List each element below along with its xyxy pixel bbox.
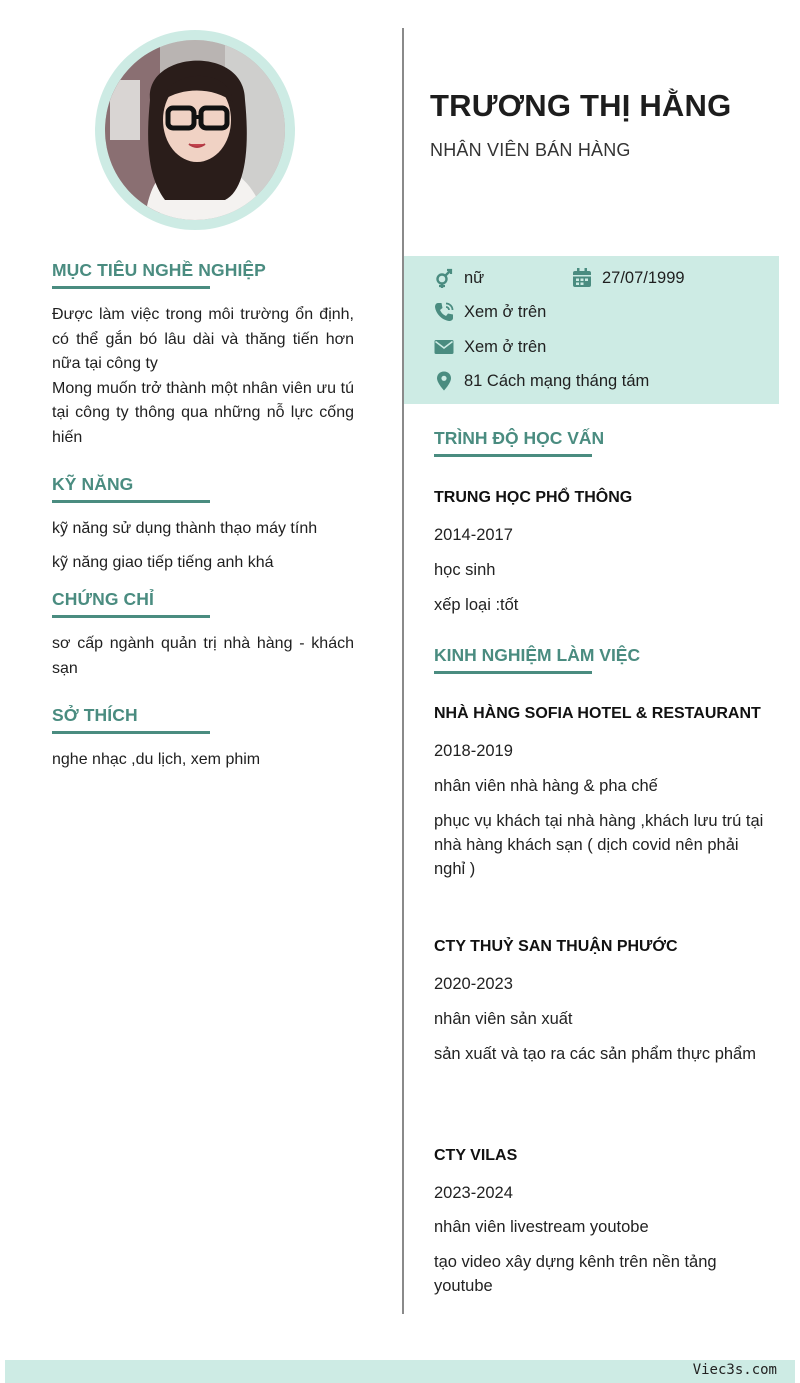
contact-info-box [404,256,779,404]
avatar [105,40,285,220]
gender-value: nữ [464,269,485,287]
section-underline [434,454,592,457]
phone-row [434,301,546,323]
section-underline [52,500,210,503]
section-title-hobbies: SỞ THÍCH [52,705,138,725]
experience-period: 2018-2019 [434,742,513,760]
address-value: 81 Cách mạng tháng tám [464,372,650,390]
objective-paragraph-1: Được làm việc trong môi trường ổn định, có thể gắn bó lâu dài và thăng tiến hơn nữa tại công ty [52,306,354,372]
section-title-objective: MỤC TIÊU NGHỀ NGHIỆP [52,260,266,280]
section-underline [52,286,210,289]
email-icon [434,337,454,357]
candidate-name: TRƯƠNG THỊ HẰNG [430,88,732,123]
section-title-education: TRÌNH ĐỘ HỌC VẤN [434,428,605,448]
section-underline [52,615,210,618]
section-title-skills: KỸ NĂNG [52,474,134,494]
section-underline [52,731,210,734]
hobbies-text: nghe nhạc ,du lịch, xem phim [52,751,261,768]
experience-company: NHÀ HÀNG SOFIA HOTEL & RESTAURANT [434,705,761,722]
email-row [434,336,546,358]
experience-company: CTY VILAS [434,1147,518,1164]
skill-item: kỹ năng sử dụng thành thạo máy tính [52,520,318,537]
experience-role: nhân viên sản xuất [434,1010,573,1028]
section-title-experience: KINH NGHIỆM LÀM VIỆC [434,645,641,665]
left-column [52,256,354,782]
phone-value: Xem ở trên [464,303,547,321]
address-row [434,370,649,392]
experience-item [434,1145,764,1298]
skill-item: kỹ năng giao tiếp tiếng anh khá [52,554,274,571]
experience-item [434,936,764,1066]
phone-icon [434,302,454,322]
birthday-row [572,267,685,289]
footer-brand[interactable]: Viec3s.com [692,1362,777,1378]
experience-item [434,703,764,881]
section-title-certificates: CHỨNG CHỈ [52,589,154,609]
email-value: Xem ở trên [464,338,547,356]
candidate-position: NHÂN VIÊN BÁN HÀNG [430,140,631,160]
footer-bar [5,1360,795,1383]
location-icon [434,371,454,391]
education-role: học sinh [434,561,496,579]
calendar-icon [572,268,592,288]
experience-company: CTY THUỶ SAN THUẬN PHƯỚC [434,938,678,955]
education-note: xếp loại :tốt [434,596,519,614]
gender-icon [434,268,454,288]
experience-role: nhân viên nhà hàng & pha chế [434,777,658,795]
certificate-item: sơ cấp ngành quản trị nhà hàng - khách sạn [52,635,354,677]
gender-row [434,267,484,289]
objective-paragraph-2: Mong muốn trở thành một nhân viên ưu tú tại công ty thông qua những nỗ lực cống hiến [52,379,354,446]
avatar-frame [95,30,295,230]
column-divider [402,28,404,1314]
section-underline [434,671,592,674]
experience-role: nhân viên livestream youtobe [434,1218,649,1236]
experience-period: 2023-2024 [434,1184,513,1202]
education-school: TRUNG HỌC PHỔ THÔNG [434,489,633,506]
education-period: 2014-2017 [434,526,513,544]
education-section [434,424,764,617]
experience-description: sản xuất và tạo ra các sản phẩm thực phẩm [434,1045,756,1063]
experience-section [434,641,764,674]
experience-period: 2020-2023 [434,975,513,993]
experience-description: tạo video xây dựng kênh trên nền tảng youtube [434,1253,717,1295]
birthday-value: 27/07/1999 [602,269,685,287]
experience-description: phục vụ khách tại nhà hàng ,khách lưu trú tại nhà hàng khách sạn ( dịch covid nên phải nghỉ ) [434,812,764,878]
